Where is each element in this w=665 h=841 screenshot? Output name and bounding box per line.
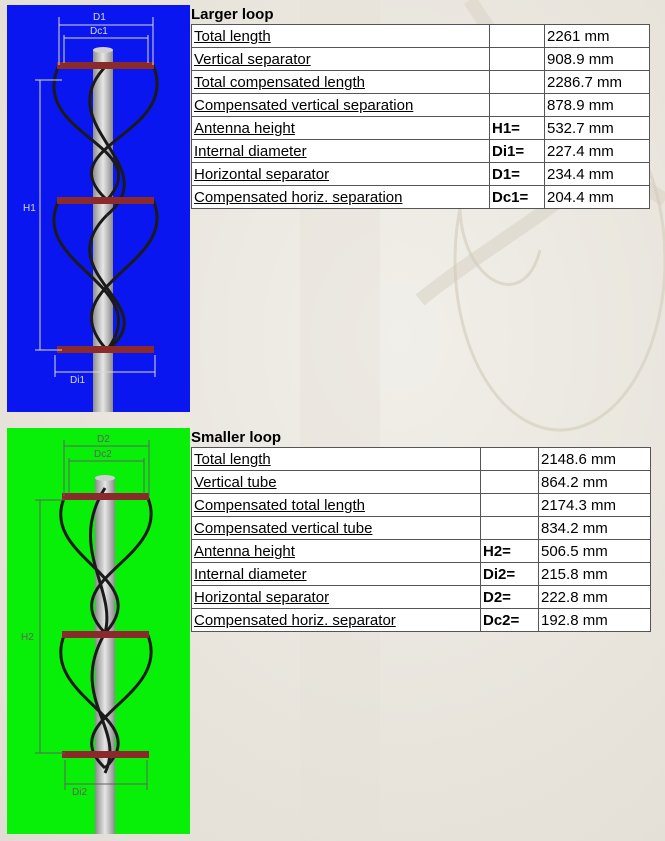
dim-dc-label: Dc1 <box>90 26 108 37</box>
row-value: 227.4 mm <box>545 140 650 163</box>
table-row <box>192 517 651 540</box>
row-label-link[interactable]: Total compensated length <box>192 71 490 94</box>
row-symbol <box>481 448 539 471</box>
dim-di-label: Di1 <box>70 375 86 386</box>
larger-loop-table <box>191 24 650 209</box>
row-label-link[interactable]: Compensated horiz. separator <box>192 609 481 632</box>
row-label-link[interactable]: Internal diameter <box>192 563 481 586</box>
row-value: 204.4 mm <box>545 186 650 209</box>
section-title: Smaller loop <box>191 429 282 446</box>
row-label-link[interactable]: Horizontal separator <box>192 586 481 609</box>
row-symbol: D2= <box>481 586 539 609</box>
row-label-link[interactable]: Compensated total length <box>192 494 481 517</box>
row-symbol <box>490 48 545 71</box>
row-symbol <box>490 94 545 117</box>
row-value: 2261 mm <box>545 25 650 48</box>
row-symbol: H2= <box>481 540 539 563</box>
row-value: 222.8 mm <box>539 586 651 609</box>
row-label-link[interactable]: Compensated vertical separation <box>192 94 490 117</box>
table-row <box>192 586 651 609</box>
table-row <box>192 140 650 163</box>
larger-loop-section <box>191 5 650 209</box>
table-row <box>192 609 651 632</box>
row-value: 834.2 mm <box>539 517 651 540</box>
section-title: Larger loop <box>191 6 274 23</box>
table-row <box>192 117 650 140</box>
table-row <box>192 494 651 517</box>
row-symbol: D1= <box>490 163 545 186</box>
row-label-link[interactable]: Compensated horiz. separation <box>192 186 490 209</box>
row-label-link[interactable]: Antenna height <box>192 117 490 140</box>
row-label-link[interactable]: Total length <box>192 25 490 48</box>
table-row <box>192 471 651 494</box>
smaller-loop-table <box>191 447 651 632</box>
row-symbol <box>490 25 545 48</box>
dim-h-label: H1 <box>23 203 36 214</box>
dim-dc-label: Dc2 <box>94 449 112 460</box>
row-symbol: Dc1= <box>490 186 545 209</box>
smaller-loop-section <box>191 428 651 632</box>
row-symbol: Di1= <box>490 140 545 163</box>
table-row <box>192 48 650 71</box>
larger-loop-diagram <box>7 5 190 412</box>
row-label-link[interactable]: Vertical separator <box>192 48 490 71</box>
mast <box>95 478 115 834</box>
table-row <box>192 25 650 48</box>
table-row <box>192 163 650 186</box>
row-label-link[interactable]: Total length <box>192 448 481 471</box>
row-label-link[interactable]: Compensated vertical tube <box>192 517 481 540</box>
row-value: 215.8 mm <box>539 563 651 586</box>
row-symbol <box>481 471 539 494</box>
row-label-link[interactable]: Internal diameter <box>192 140 490 163</box>
table-row <box>192 71 650 94</box>
row-value: 234.4 mm <box>545 163 650 186</box>
row-value: 2148.6 mm <box>539 448 651 471</box>
row-symbol <box>481 517 539 540</box>
row-symbol <box>481 494 539 517</box>
row-label-link[interactable]: Horizontal separator <box>192 163 490 186</box>
row-symbol: Dc2= <box>481 609 539 632</box>
row-symbol: H1= <box>490 117 545 140</box>
row-label-link[interactable]: Antenna height <box>192 540 481 563</box>
row-value: 532.7 mm <box>545 117 650 140</box>
smaller-loop-diagram <box>7 428 190 834</box>
row-value: 2286.7 mm <box>545 71 650 94</box>
row-value: 908.9 mm <box>545 48 650 71</box>
row-value: 192.8 mm <box>539 609 651 632</box>
row-value: 864.2 mm <box>539 471 651 494</box>
table-row <box>192 186 650 209</box>
row-value: 878.9 mm <box>545 94 650 117</box>
dim-di-label: Di2 <box>72 787 88 798</box>
table-row <box>192 540 651 563</box>
row-symbol <box>490 71 545 94</box>
row-symbol: Di2= <box>481 563 539 586</box>
dim-h-label: H2 <box>21 632 34 643</box>
dim-d-label: D1 <box>93 12 106 23</box>
row-value: 506.5 mm <box>539 540 651 563</box>
table-row <box>192 94 650 117</box>
dim-d-label: D2 <box>97 434 110 445</box>
table-row <box>192 563 651 586</box>
table-row <box>192 448 651 471</box>
row-label-link[interactable]: Vertical tube <box>192 471 481 494</box>
row-value: 2174.3 mm <box>539 494 651 517</box>
